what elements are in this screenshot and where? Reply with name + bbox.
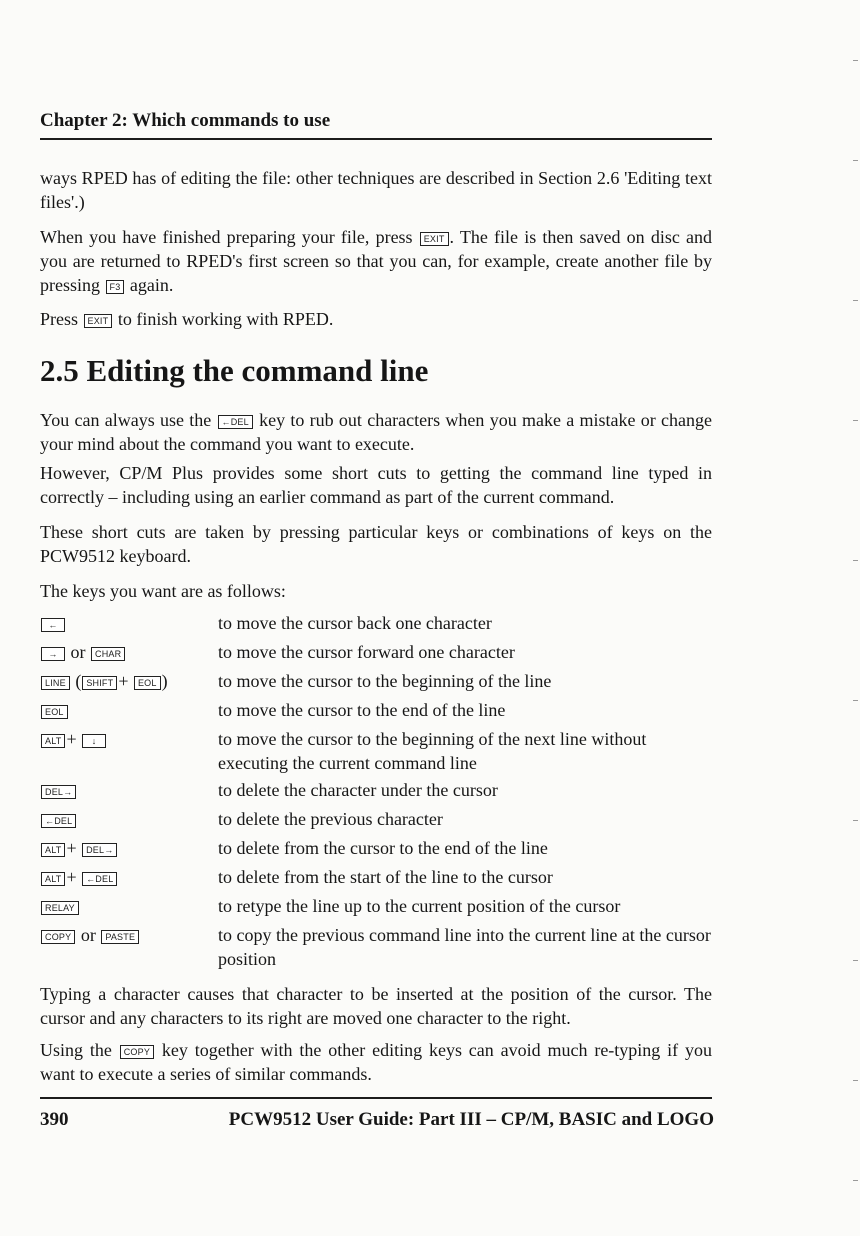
key-description: to move the cursor to the beginning of the line bbox=[218, 671, 552, 691]
key-shift: SHIFT bbox=[82, 676, 117, 690]
edge-mark bbox=[853, 960, 858, 961]
key-del-back: ←DEL bbox=[41, 814, 76, 828]
key-combination bbox=[40, 727, 107, 751]
chapter-header: Chapter 2: Which commands to use bbox=[40, 110, 331, 131]
key-del-forward: DEL→ bbox=[82, 843, 117, 857]
key-eol: EOL bbox=[41, 705, 68, 719]
key-cursor-left: ← bbox=[41, 618, 65, 632]
paragraph-finish-preparing bbox=[40, 225, 712, 297]
paragraph-short-cuts: However, CP/M Plus provides some short cuts to getting the command line typed in correctly – including using an earlier command as part of the current command. bbox=[40, 463, 712, 507]
connector-or: or bbox=[80, 925, 96, 945]
paragraph-text: . The file is then saved on disc and you are returned to RPED's first screen so that you can, for example, create another file by pressing bbox=[40, 227, 712, 295]
key-combination bbox=[40, 611, 66, 635]
edge-mark bbox=[853, 820, 858, 821]
key-relay: RELAY bbox=[41, 901, 79, 915]
paragraph-text: You can always use the bbox=[40, 410, 217, 430]
key-combination bbox=[40, 778, 77, 802]
footer-book-title: PCW9512 User Guide: Part III – CP/M, BASIC and LOGO bbox=[228, 1109, 714, 1130]
key-del-forward: DEL→ bbox=[41, 785, 76, 799]
key-alt: ALT bbox=[41, 872, 65, 886]
key-eol: EOL bbox=[134, 676, 161, 690]
key-description: to delete the character under the cursor bbox=[218, 780, 498, 800]
key-combination bbox=[40, 923, 140, 947]
key-description: to copy the previous command line into the current line at the cursor position bbox=[218, 925, 711, 969]
connector-plus: + bbox=[66, 838, 77, 858]
key-description: to move the cursor to the beginning of the next line without executing the current command line bbox=[218, 729, 647, 773]
key-del-back: ←DEL bbox=[82, 872, 117, 886]
key-del-back: ←DEL bbox=[218, 415, 253, 429]
paragraph-rped-techniques: ways RPED has of editing the file: other techniques are described in Section 2.6 'Editing text files'.) bbox=[40, 168, 712, 212]
key-combination bbox=[40, 894, 80, 918]
paragraph-text: When you have finished preparing your file, press bbox=[40, 227, 419, 247]
paragraph-text: Press bbox=[40, 309, 83, 329]
key-description: to move the cursor forward one character bbox=[218, 642, 515, 662]
connector-or: or bbox=[70, 642, 86, 662]
key-combination bbox=[40, 669, 168, 693]
key-char: CHAR bbox=[91, 647, 125, 661]
key-combination bbox=[40, 836, 118, 860]
connector-plus: + bbox=[66, 867, 77, 887]
edge-mark bbox=[853, 60, 858, 61]
paragraph-key-combinations: These short cuts are taken by pressing particular keys or combinations of keys on the PCW9512 keyboard. bbox=[40, 522, 712, 566]
paragraph-text: to finish working with RPED. bbox=[113, 309, 334, 329]
key-cursor-down: ↓ bbox=[82, 734, 106, 748]
key-combination bbox=[40, 698, 69, 722]
paragraph-typing-character: Typing a character causes that character to be inserted at the position of the cursor. The cursor and any characters to its right are moved one character to the right. bbox=[40, 984, 712, 1028]
key-cursor-right: → bbox=[41, 647, 65, 661]
page-number: 390 bbox=[40, 1109, 69, 1130]
key-line: LINE bbox=[41, 676, 70, 690]
key-exit: EXIT bbox=[420, 232, 449, 246]
paragraph-press-exit bbox=[40, 307, 712, 331]
key-alt: ALT bbox=[41, 843, 65, 857]
key-exit: EXIT bbox=[84, 314, 113, 328]
key-description: to move the cursor to the end of the line bbox=[218, 700, 506, 720]
edge-mark bbox=[853, 700, 858, 701]
key-description: to retype the line up to the current position of the cursor bbox=[218, 896, 621, 916]
paragraph-text: key to rub out characters when you make a mistake or change your mind about the command you want to execute. bbox=[40, 410, 712, 454]
edge-mark bbox=[853, 160, 858, 161]
paragraph-text: Using the bbox=[40, 1040, 119, 1060]
key-description: to move the cursor back one character bbox=[218, 613, 492, 633]
key-description: to delete from the cursor to the end of the line bbox=[218, 838, 548, 858]
header-rule bbox=[40, 138, 712, 140]
key-f3: F3 bbox=[106, 280, 125, 294]
edge-mark bbox=[853, 1080, 858, 1081]
key-alt: ALT bbox=[41, 734, 65, 748]
paragraph-copy-key bbox=[40, 1038, 712, 1086]
paragraph-text: key together with the other editing keys can avoid much re-typing if you want to execute a series of similar commands. bbox=[40, 1040, 713, 1084]
key-combination bbox=[40, 865, 118, 889]
key-description: to delete from the start of the line to the cursor bbox=[218, 867, 553, 887]
section-title: 2.5 Editing the command line bbox=[40, 353, 429, 388]
connector-open-paren: ( bbox=[75, 671, 82, 691]
connector-plus: + bbox=[118, 671, 129, 691]
key-paste: PASTE bbox=[101, 930, 139, 944]
connector-plus: + bbox=[66, 729, 77, 749]
key-combination bbox=[40, 640, 126, 664]
edge-mark bbox=[853, 420, 858, 421]
edge-mark bbox=[853, 560, 858, 561]
key-copy: COPY bbox=[120, 1045, 154, 1059]
edge-mark bbox=[853, 300, 858, 301]
footer-rule bbox=[40, 1097, 712, 1099]
edge-mark bbox=[853, 1180, 858, 1181]
paragraph-rub-out bbox=[40, 408, 712, 456]
connector-close-paren: ) bbox=[161, 671, 168, 691]
key-combination bbox=[40, 807, 77, 831]
paragraph-keys-intro: The keys you want are as follows: bbox=[40, 581, 286, 601]
paragraph-text: again. bbox=[125, 275, 174, 295]
key-copy: COPY bbox=[41, 930, 75, 944]
key-description: to delete the previous character bbox=[218, 809, 443, 829]
